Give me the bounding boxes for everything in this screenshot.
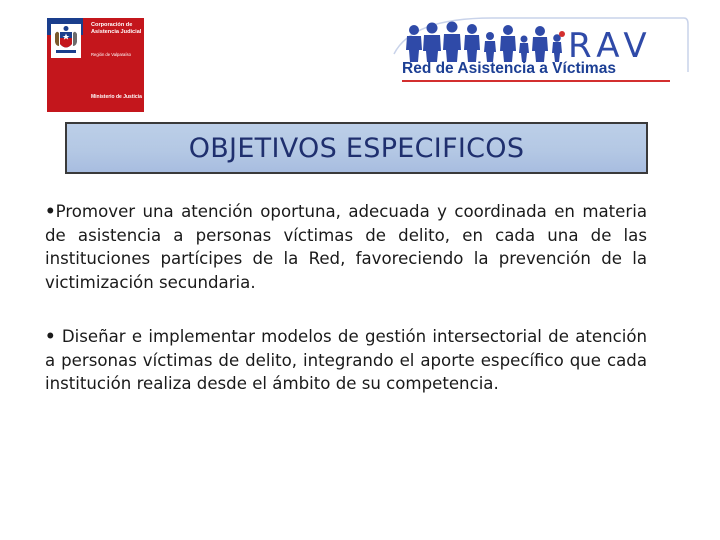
bullet-marker: • [45,327,56,346]
ministry-name: Ministerio de Justicia [91,94,142,100]
org-name: Corporación de Asistencia Judicial [91,22,142,35]
objective-bullet-2 [45,325,647,396]
coat-of-arms-icon [51,24,81,58]
region-name: Región de Valparaíso [91,52,131,57]
objective-text-1: Promover una atención oportuna, adecuada y coordinada en materia de asistencia a personas víctimas de delito, en cada una de las instituciones partícipes de la Red, favoreciendo la prevención de la victimización secundaria. [45,202,647,292]
rav-underline [402,80,670,82]
objective-text-2: Diseñar e implementar modelos de gestión intersectorial de atención a personas víctimas de delito, integrando el aporte específico que cada institución realiza desde el ámbito de su competencia. [45,327,647,393]
rav-acronym: RAV [568,26,653,66]
cajval-logo [47,18,144,112]
rav-logo [392,14,690,80]
bullet-marker: • [45,202,56,221]
rav-tagline: Red de Asistencia a Víctimas [402,60,616,77]
objective-bullet-1 [45,200,647,294]
title-box [65,122,648,174]
page-title: OBJETIVOS ESPECIFICOS [188,132,525,164]
